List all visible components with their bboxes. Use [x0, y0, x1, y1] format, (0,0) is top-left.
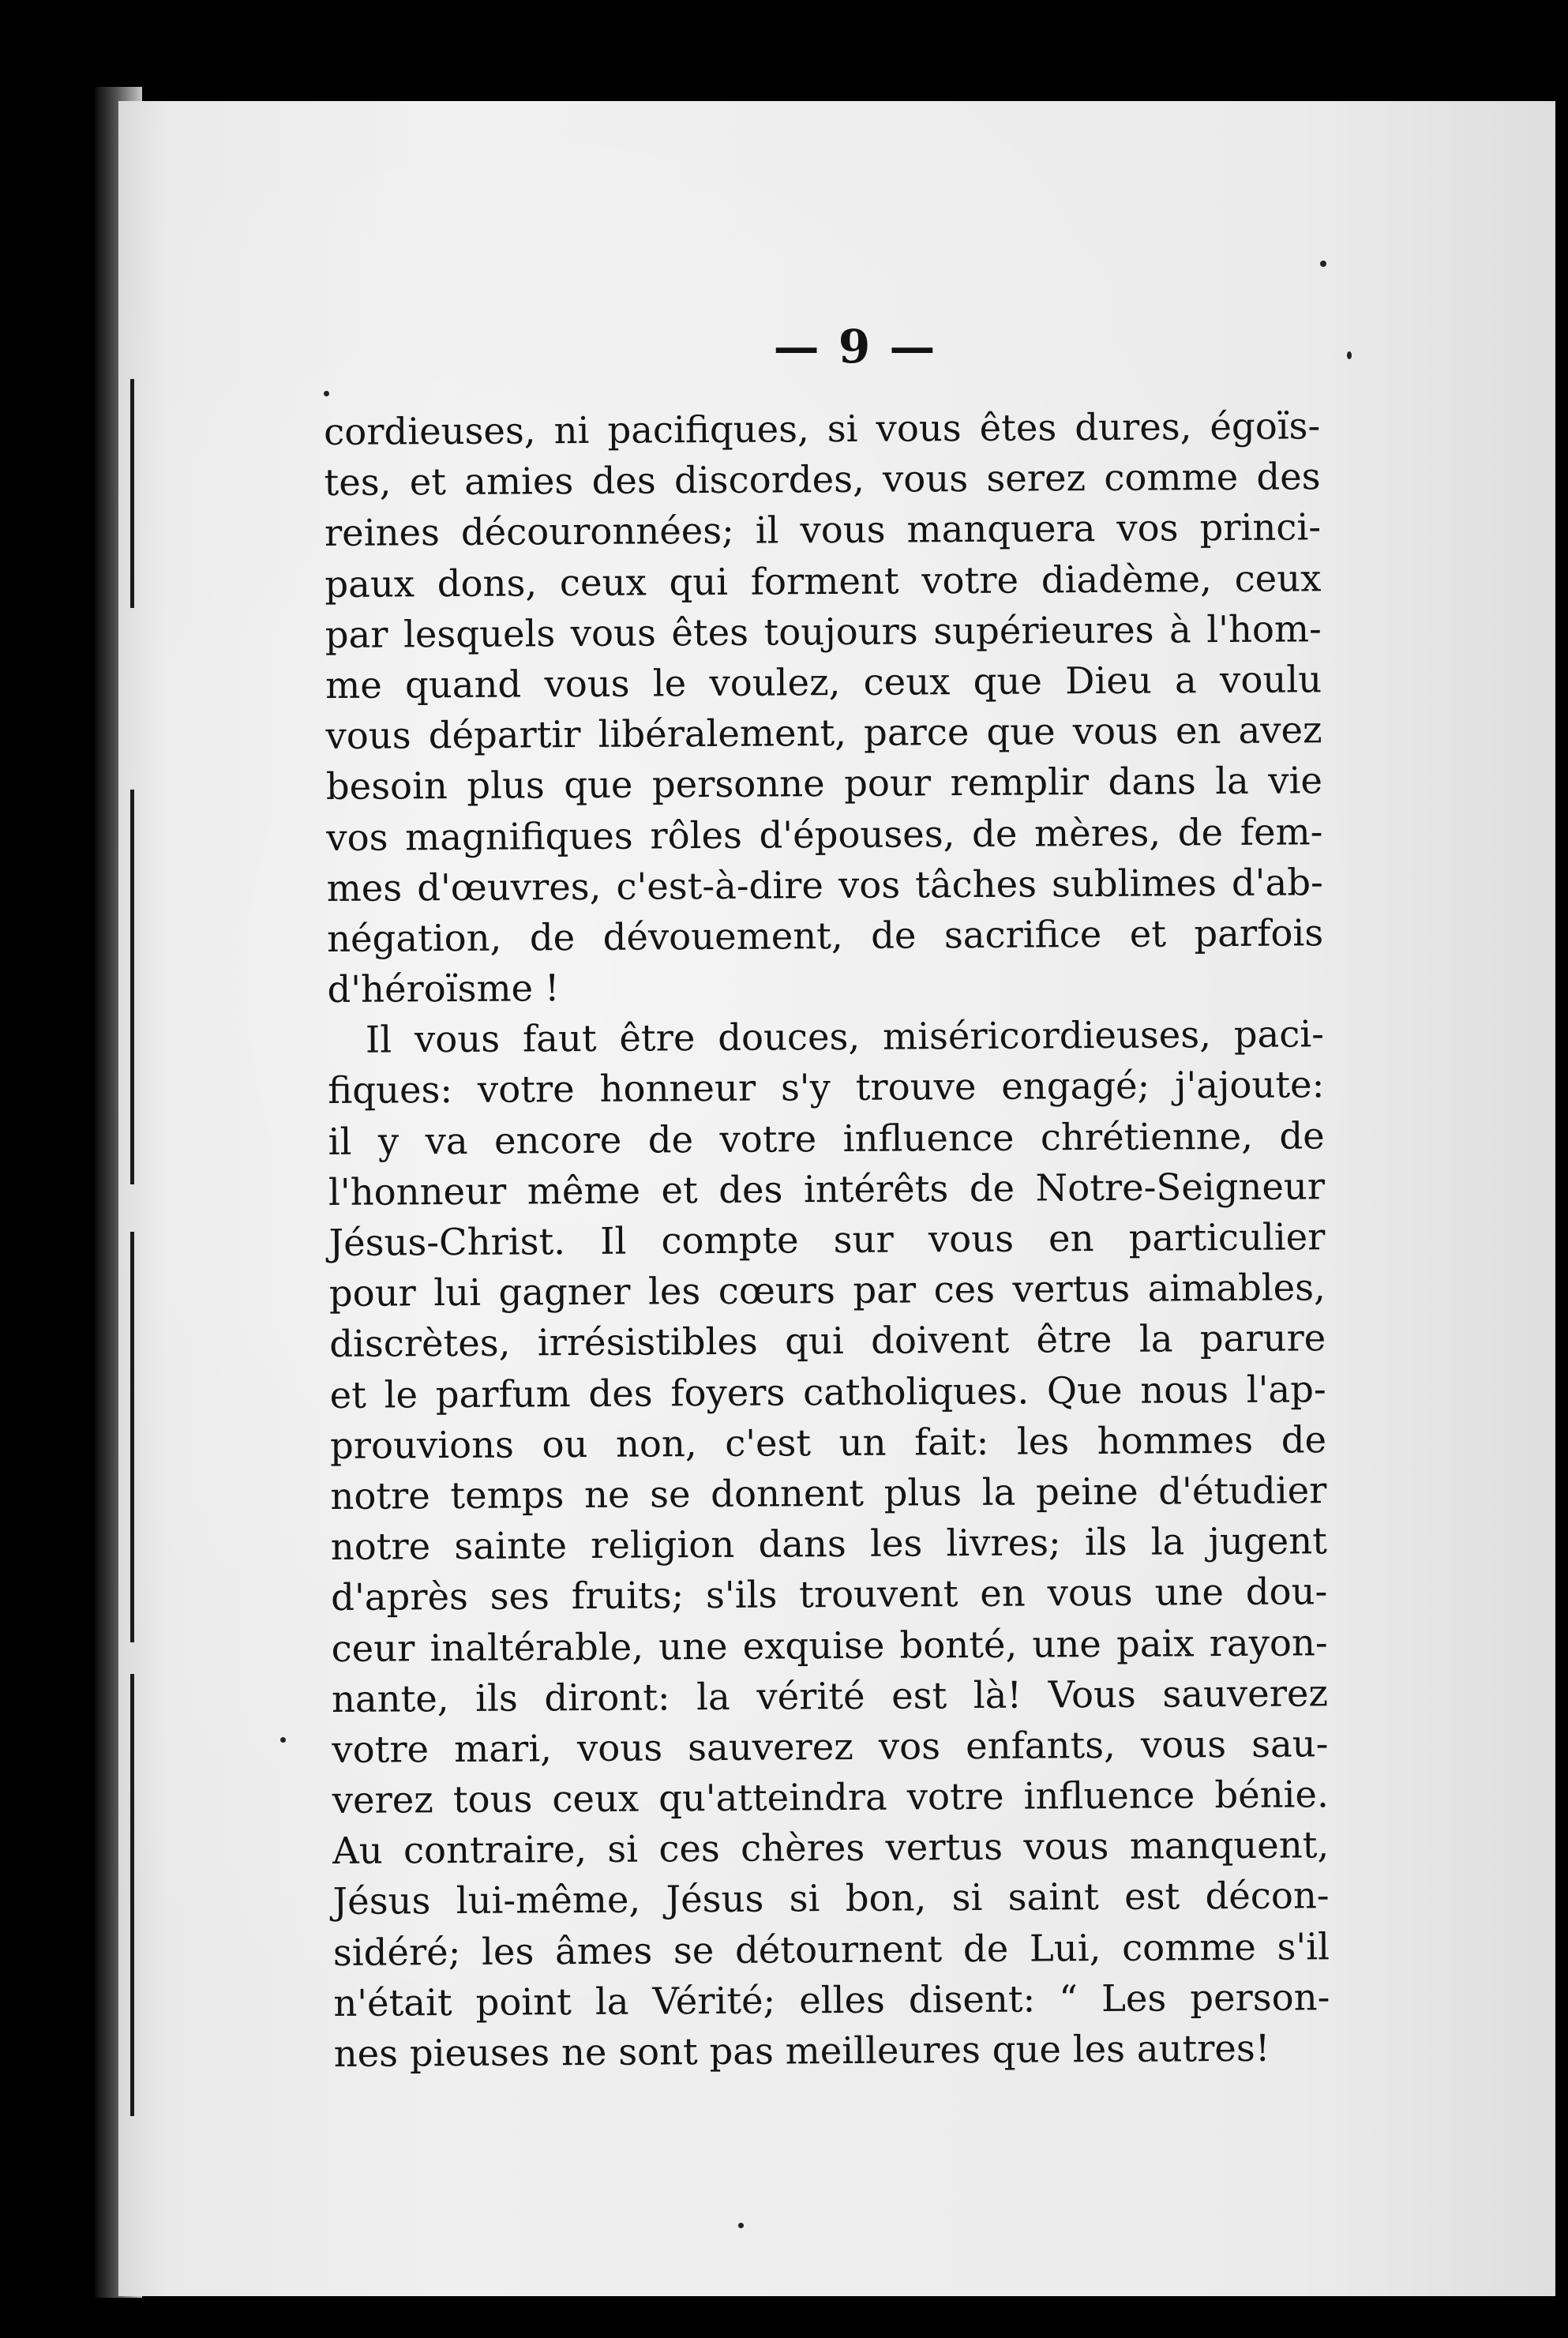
- dust-speck: [738, 2223, 744, 2228]
- text-line: prouvions ou non, c'est un fait: les hommes de: [329, 1418, 1327, 1467]
- paragraph: [328, 1009, 1330, 2080]
- text-line: reines découronnées; il vous manquera vos princi-: [324, 505, 1322, 555]
- text-line: verez tous ceux qu'atteindra votre influence bénie.: [332, 1773, 1329, 1822]
- text-line: vos magnifiques rôles d'épouses, de mères, de fem-: [326, 809, 1323, 859]
- text-line: nante, ils diront: la vérité est là! Vous sauverez: [331, 1671, 1329, 1721]
- dust-speck: [1320, 261, 1326, 267]
- text-line: Jésus lui-même, Jésus si bon, si saint est décon-: [332, 1874, 1330, 1923]
- text-line: par lesquels vous êtes toujours supérieures à l'hom-: [324, 607, 1322, 656]
- dust-speck: [280, 1737, 286, 1743]
- text-line: Au contraire, si ces chères vertus vous manquent,: [332, 1823, 1330, 1873]
- body-text: [324, 400, 1330, 2079]
- text-line: d'après ses fruits; s'ils trouvent en vous une dou-: [331, 1570, 1328, 1619]
- text-line: il y va encore de votre influence chrétienne, de: [328, 1113, 1325, 1163]
- binding-mark: [130, 379, 134, 608]
- text-line: votre mari, vous sauverez vos enfants, vous sau-: [332, 1722, 1329, 1771]
- text-line: sidéré; les âmes se détournent de Lui, comme s'il: [332, 1924, 1330, 1974]
- text-line: négation, de dévouement, de sacrifice et parfois: [326, 911, 1324, 960]
- paragraph: [324, 400, 1324, 1015]
- text-line: Jésus-Christ. Il compte sur vous en particulier: [328, 1215, 1326, 1264]
- text-line: tes, et amies des discordes, vous serez comme des: [324, 455, 1321, 505]
- text-line: cordieuses, ni pacifiques, si vous êtes dures, égoïs-: [324, 404, 1321, 453]
- text-line: besoin plus que personne pour remplir dans la vie: [325, 759, 1323, 809]
- text-line: d'héroïsme !: [327, 966, 560, 1011]
- text-line: fiques: votre honneur s'y trouve engagé; j'ajoute:: [328, 1063, 1325, 1113]
- text-line: nes pieuses ne sont pas meilleures que les autres!: [333, 2026, 1270, 2075]
- text-line: mes d'œuvres, c'est-à-dire vos tâches sublimes d'ab-: [326, 860, 1323, 910]
- text-line: notre temps ne se donnent plus la peine d'étudier: [330, 1469, 1327, 1518]
- text-line: Il vous faut être douces, miséricordieuses, paci-: [365, 1012, 1325, 1061]
- text-line: notre sainte religion dans les livres; ils la jugent: [330, 1519, 1327, 1569]
- text-line: et le parfum des foyers catholiques. Que nous l'ap-: [329, 1367, 1326, 1417]
- text-line: l'honneur même et des intérêts de Notre-Seigneur: [328, 1165, 1326, 1214]
- binding-mark: [130, 790, 134, 1184]
- binding-mark: [130, 1232, 134, 1642]
- text-line: n'était point la Vérité; elles disent: “ Les person-: [333, 1976, 1330, 2025]
- text-line: pour lui gagner les cœurs par ces vertus aimables,: [328, 1266, 1326, 1315]
- text-line: paux dons, ceux qui forment votre diadème, ceux: [324, 556, 1322, 606]
- text-line: discrètes, irrésistibles qui doivent être la parure: [329, 1316, 1326, 1366]
- text-line: vous départir libéralement, parce que vous en avez: [325, 708, 1322, 758]
- binding-mark: [130, 1674, 134, 2116]
- text-line: me quand vous le voulez, ceux que Dieu a voulu: [324, 658, 1322, 707]
- page-number: — 9 —: [773, 320, 937, 373]
- dust-speck: [324, 391, 329, 396]
- text-line: ceur inaltérable, une exquise bonté, une paix rayon-: [331, 1620, 1328, 1670]
